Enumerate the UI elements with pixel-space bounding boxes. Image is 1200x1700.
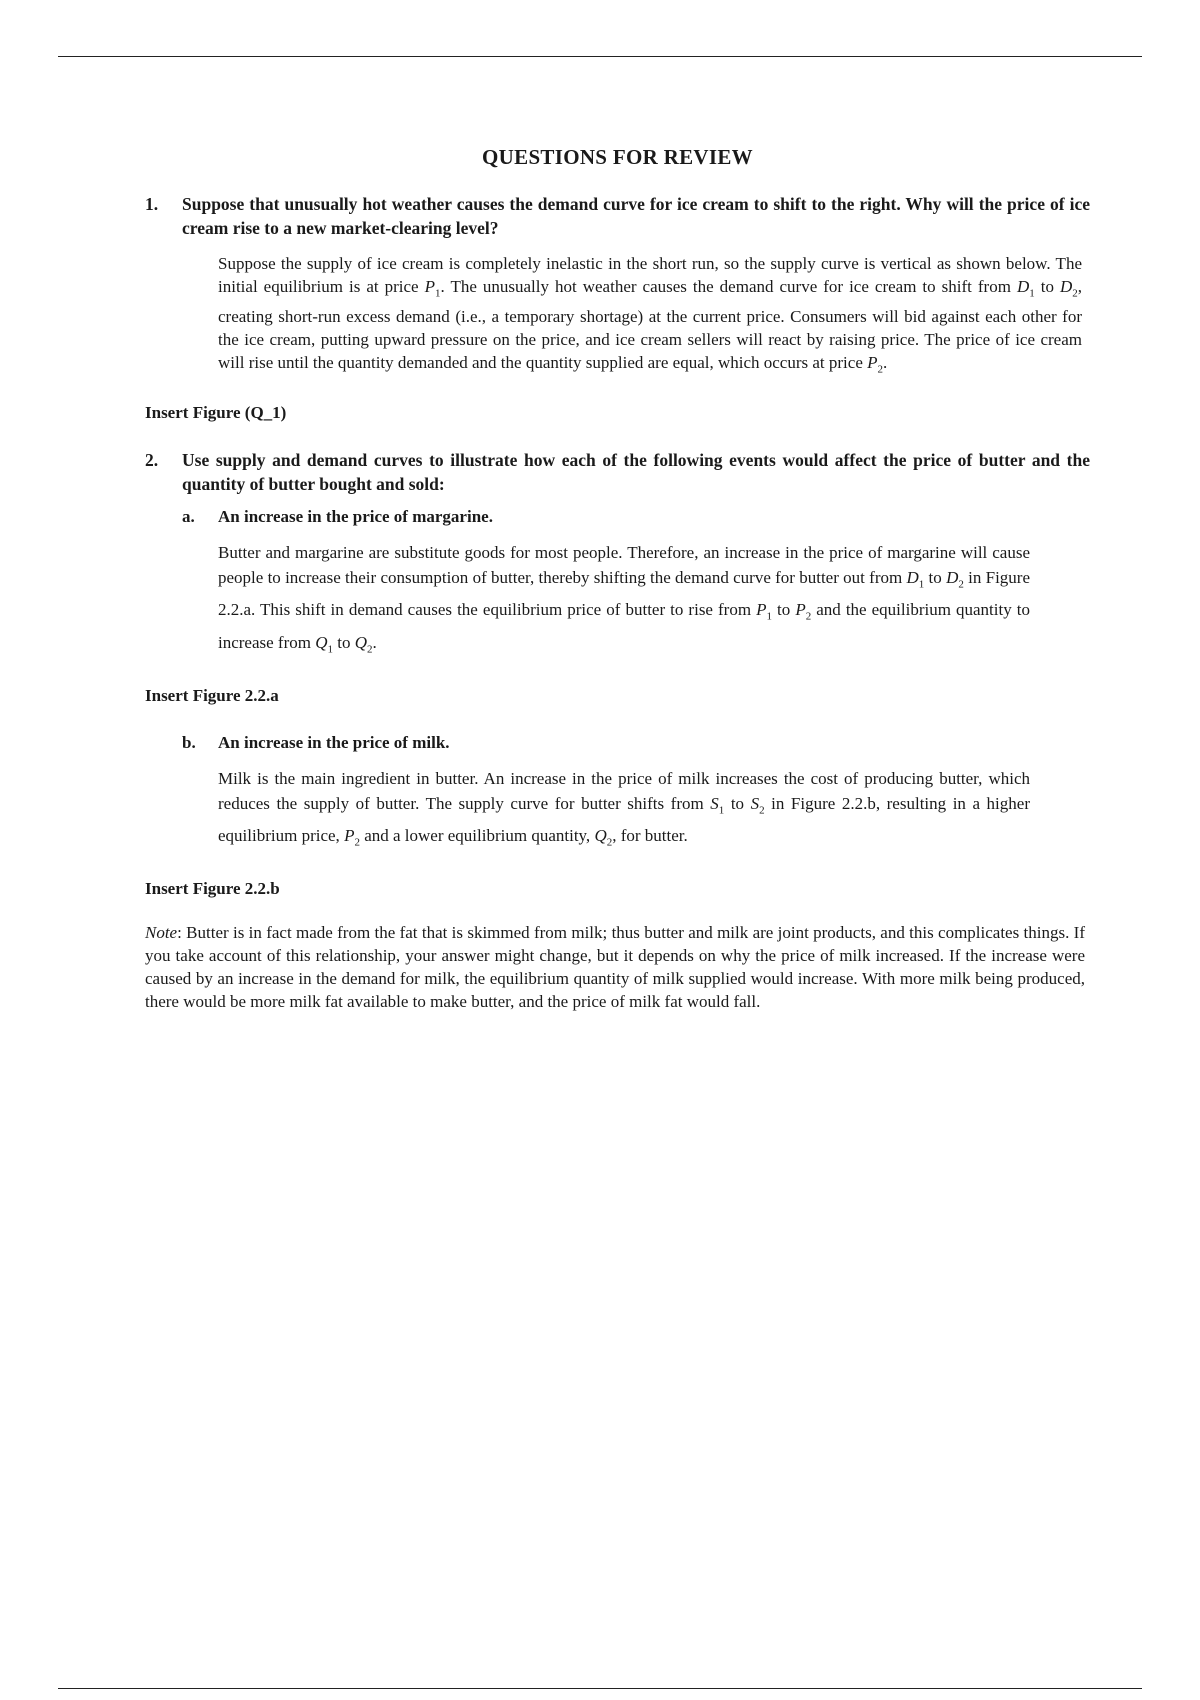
insert-figure-2-2-a: Insert Figure 2.2.a [145, 685, 279, 705]
answer-2a: Butter and margarine are substitute goods for most people. Therefore, an increase in the price of margarine will cause people to increase their consumption of butter, thereby shifting the demand curve for butter out from $D_1$ to $D_2$ in Figure 2.2.a. This shift in demand causes the equilibrium price of butter to rise from $P_1$ to $P_2$ and the equilibrium quantity to increase from $Q_1$ to $Q_2$. [218, 542, 1031, 655]
answer-1: Suppose the supply of ice cream is completely inelastic in the short run, so the supply curve is vertical as shown below. The initial equilibrium is at price $P_1$. The unusually hot weather causes the demand curve for ice cream to shift from $D_1$ to $D_2$, creating short-run excess demand (i.e., a temporary shortage) at the current price. Consumers will bid against each other for the ice cream, putting upward pressure on the price, and ice cream sellers will react by raising price. The price of ice cream will rise until the quantity demanded and the quantity supplied are equal, which occurs at price $P_2$. [218, 254, 1082, 376]
insert-figure-2-2-b: Insert Figure 2.2.b [145, 878, 280, 898]
subquestion-letter: b. [182, 732, 196, 752]
document-body [145, 140, 1090, 1013]
question-2 [145, 448, 1090, 496]
note-paragraph: Note: Butter is in fact made from the fat that is skimmed from milk; thus butter and milk are joint products, and this complicates things. If you take account of this relationship, your answer might change, but it depends on why the price of milk increased. If the increase were caused by an increase in the demand for milk, the equilibrium quantity of milk supplied would increase. With more milk being produced, there would be more milk fat available to make butter, and the price of milk fat would fall. [145, 922, 1085, 1011]
note-label: Note [145, 922, 178, 942]
question-1 [145, 192, 1090, 240]
page-title: QUESTIONS FOR REVIEW [482, 145, 753, 169]
bottom-rule [58, 1688, 1142, 1689]
answer-2b: Milk is the main ingredient in butter. An increase in the price of milk increases the cost of producing butter, which reduces the supply of butter. The supply curve for butter shifts from $S_1$ to $S_2$ in Figure 2.2.b, resulting in a higher equilibrium price, $P_2$ and a lower equilibrium quantity, $Q_2$, for butter. [218, 768, 1030, 849]
question-2a [182, 505, 1090, 529]
question-2b [182, 731, 1090, 755]
subquestion-text: An increase in the price of margarine. [218, 506, 493, 526]
insert-figure-q1: Insert Figure (Q_1) [145, 402, 287, 422]
top-rule [58, 56, 1142, 57]
subquestion-letter: a. [182, 506, 195, 526]
question-number: 1. [145, 194, 159, 214]
question-text: Suppose that unusually hot weather causes the demand curve for ice cream to shift to the right. Why will the price of ice cream rise to a new market-clearing level? [182, 194, 1090, 238]
question-text: Use supply and demand curves to illustrate how each of the following events would affect the price of butter and the quantity of butter bought and sold: [182, 449, 1090, 494]
question-number: 2. [145, 449, 159, 470]
subquestion-text: An increase in the price of milk. [218, 732, 450, 752]
